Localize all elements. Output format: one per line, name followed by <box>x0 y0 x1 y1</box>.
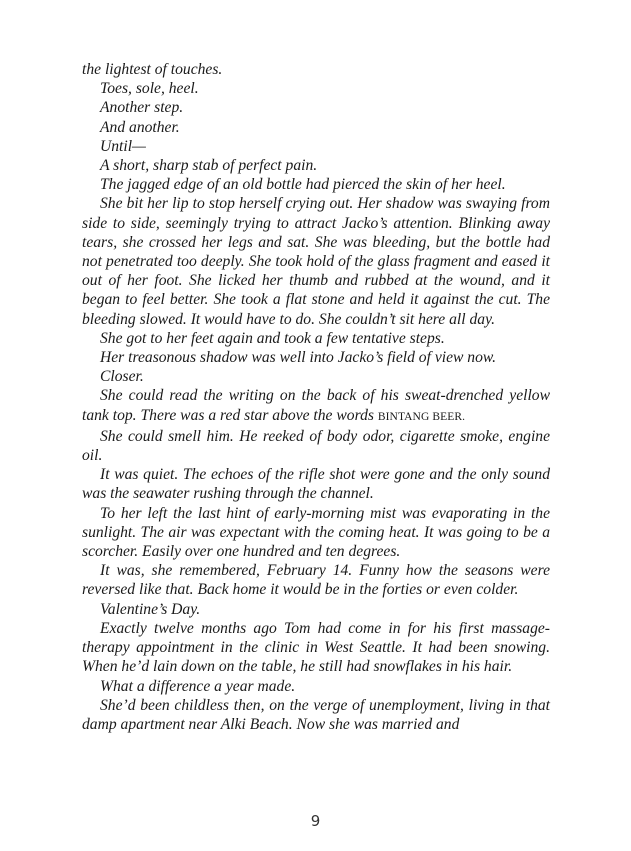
paragraph: Valentine’s Day. <box>100 600 201 618</box>
paragraph: Closer. <box>100 368 144 386</box>
paragraph: What a difference a year made. <box>100 677 296 695</box>
paragraph: It was, she remembered, February 14. Funny how the seasons were reversed like that. Back home it would be in the forties or even colder. <box>82 562 550 599</box>
paragraph: Toes, sole, heel. <box>100 80 199 98</box>
paragraph: And another. <box>100 118 180 136</box>
paragraph: She got to her feet again and took a few tentative steps. <box>100 329 445 347</box>
paragraph: A short, sharp stab of perfect pain. <box>100 157 318 175</box>
paragraph-text: She could read the writing on the back of his sweat-drenched yellow tank top. There was a red star above the words <box>82 387 550 424</box>
page-number: 9 <box>310 812 321 830</box>
paragraph: She’d been childless then, on the verge of unemployment, living in that damp apartment near Alki Beach. Now she was married and <box>82 696 550 733</box>
paragraph: She could smell him. He reeked of body odor, cigarette smoke, engine oil. <box>82 427 550 465</box>
paragraph: Until— <box>100 137 146 155</box>
paragraph: the lightest of touches. <box>82 61 223 78</box>
paragraph: Another step. <box>100 99 184 117</box>
paragraph-with-brand <box>82 386 550 426</box>
paragraph: Her treasonous shadow was well into Jacko’s field of view now. <box>100 349 497 367</box>
paragraph: The jagged edge of an old bottle had pierced the skin of her heel. <box>100 176 506 194</box>
paragraph: To her left the last hint of early-morning mist was evaporating in the sunlight. The air was expectant with the coming heat. It was going to be a scorcher. Easily over one hundred and ten degrees. <box>82 504 550 561</box>
page-body <box>82 60 550 734</box>
paragraph: It was quiet. The echoes of the rifle shot were gone and the only sound was the seawater rushing through the channel. <box>82 466 550 503</box>
beer-brand-text: BINTANG BEER. <box>377 410 466 423</box>
paragraph: She bit her lip to stop herself crying out. Her shadow was swaying from side to side, seemingly trying to attract Jacko’s attention. Blinking away tears, she crossed her legs and sat. She was bleeding, but the bottle had not penetrated too deeply. She took hold of the glass fragment and eased it out of her foot. She licked her thumb and rubbed at the wound, and it began to feel better. She took a flat stone and held it against the cut. The bleeding slowed. It would have to do. She couldn’t sit here all day. <box>82 195 550 328</box>
paragraph: Exactly twelve months ago Tom had come in for his first massage-therapy appointment in the clinic in West Seattle. It had been snowing. When he’d lain down on the table, he still had snowflakes in his hair. <box>82 619 550 676</box>
